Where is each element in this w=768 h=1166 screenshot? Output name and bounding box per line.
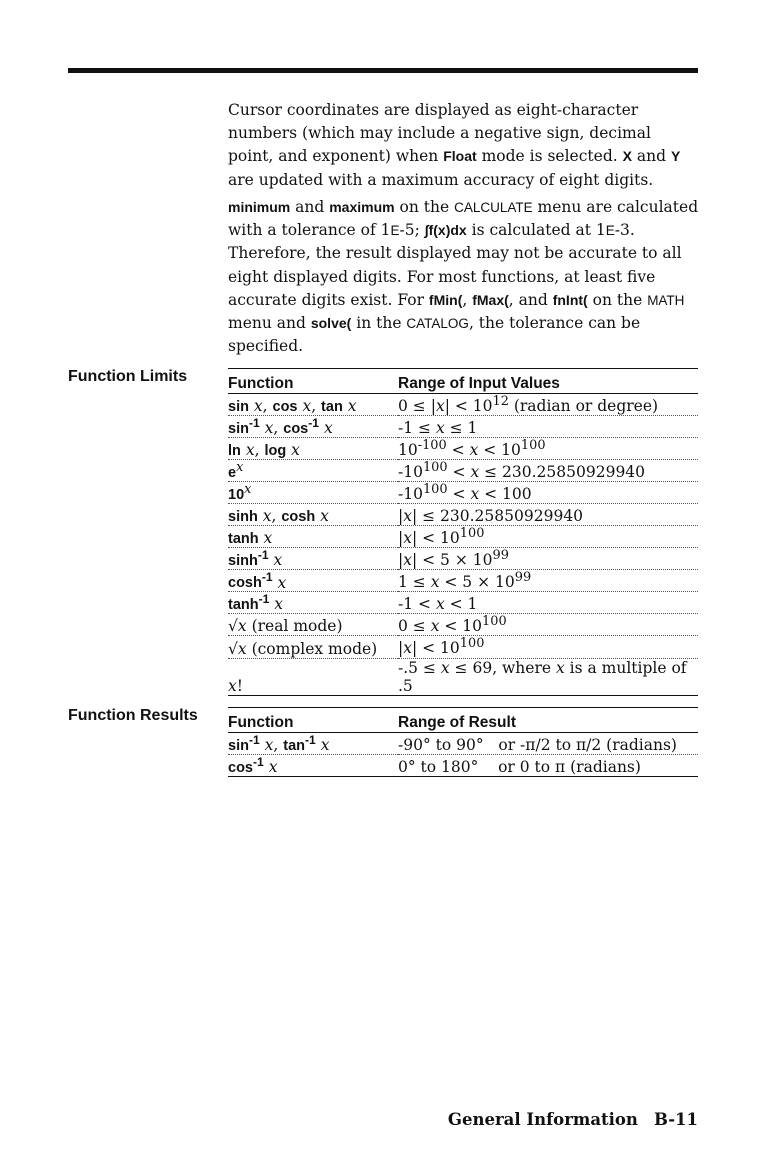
function-results-table — [228, 707, 698, 777]
range-cell: -90° to 90° or -π/2 to π/2 (radians) — [398, 733, 698, 755]
column-header-range: Range of Input Values — [398, 369, 698, 394]
function-cell: $e^x$ — [228, 460, 398, 482]
range-cell: 0° to 180° or 0 to π (radians) — [398, 754, 698, 776]
range-cell: -1 < x < 1 — [398, 592, 698, 614]
footer-title: General Information — [447, 1110, 638, 1129]
table-row — [228, 548, 698, 570]
table-row — [228, 416, 698, 438]
range-cell: -1 ≤ x ≤ 1 — [398, 416, 698, 438]
range-cell: $0 \le |x| < 10^{12}$ (radian or degree) — [398, 394, 698, 416]
range-cell: $-10^{100} < x \le 230.25850929940$ — [398, 460, 698, 482]
function-cell: $\cos^{-1} x$ — [228, 754, 398, 776]
table-row — [228, 525, 698, 547]
function-cell: sin x, cos x, tan x — [228, 394, 398, 416]
table-row — [228, 636, 698, 658]
range-cell: $10^{-100} < x < 10^{100}$ — [398, 437, 698, 459]
top-rule — [68, 68, 698, 73]
function-cell: $\tanh^{-1} x$ — [228, 592, 398, 614]
function-cell: $\cosh^{-1} x$ — [228, 570, 398, 592]
function-cell: x! — [228, 658, 398, 695]
function-cell: sinh x, cosh x — [228, 504, 398, 526]
page-footer — [448, 1110, 698, 1129]
range-cell: $|x| < 5 \times 10^{99}$ — [398, 548, 698, 570]
range-cell: $|x| < 10^{100}$ — [398, 525, 698, 547]
table-header-row — [228, 708, 698, 733]
function-cell: √x (complex mode) — [228, 636, 398, 658]
function-limits-table — [228, 368, 698, 696]
range-cell: $0 \le x < 10^{100}$ — [398, 614, 698, 636]
table-row — [228, 482, 698, 504]
function-cell: $\sin^{-1} x$, $\tan^{-1} x$ — [228, 733, 398, 755]
function-cell: 10$^x$ — [228, 482, 398, 504]
range-cell: $|x| < 10^{100}$ — [398, 636, 698, 658]
range-cell: $1 \le x < 5 \times 10^{99}$ — [398, 570, 698, 592]
table-row — [228, 754, 698, 776]
table-row — [228, 658, 698, 695]
column-header-function: Function — [228, 708, 398, 733]
table-row — [228, 394, 698, 416]
paragraph-tolerance: minimum and maximum on the CALCULATE menu are calculated with a tolerance of 1E-5; ∫f(x)dx is calculated at 1E-3. Therefore, the result displayed may not be accurate to all eight displayed digits. For most functions, at least five accurate digits exist. For fMin(, fMax(, and fnInt( on the MATH menu and solve( in the CATALOG, the tolerance can be specified. — [228, 198, 699, 356]
table-header-row — [228, 369, 698, 394]
section-label-function-limits: Function Limits — [68, 368, 188, 385]
function-cell: $\sinh^{-1} x$ — [228, 548, 398, 570]
column-header-function: Function — [228, 369, 398, 394]
function-cell: $\sin^{-1} x$, $\cos^{-1} x$ — [228, 416, 398, 438]
table-row — [228, 614, 698, 636]
table-row — [228, 460, 698, 482]
table-row — [228, 733, 698, 755]
section-label-function-results: Function Results — [68, 707, 198, 724]
table-row — [228, 570, 698, 592]
function-cell: √x (real mode) — [228, 614, 398, 636]
paragraph-cursor-coordinates: Cursor coordinates are displayed as eight-character numbers (which may include a negative sign, decimal point, and exponent) when Float mode is selected. X and Y are updated with a maximum accuracy of eight digits. — [228, 101, 681, 189]
table-row — [228, 504, 698, 526]
table-row — [228, 592, 698, 614]
page-number: B-11 — [653, 1110, 698, 1129]
range-cell: $-10^{100} < x < 100$ — [398, 482, 698, 504]
range-cell: |x| ≤ 230.25850929940 — [398, 504, 698, 526]
function-cell: ln x, log x — [228, 437, 398, 459]
column-header-range: Range of Result — [398, 708, 698, 733]
table-row — [228, 437, 698, 459]
range-cell: -.5 ≤ x ≤ 69, where x is a multiple of .5 — [398, 658, 698, 695]
function-cell: tanh x — [228, 525, 398, 547]
